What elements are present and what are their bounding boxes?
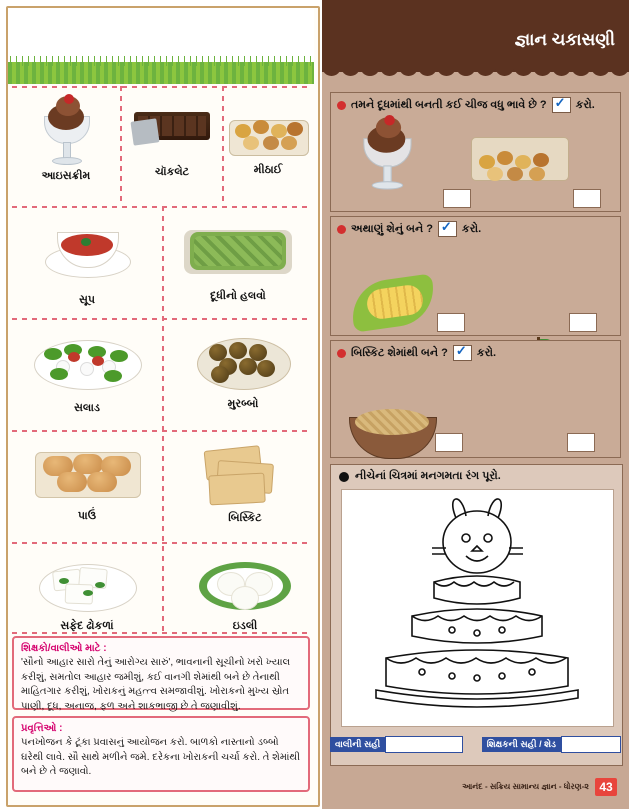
tick-mark-icon	[438, 221, 457, 237]
divider	[12, 542, 310, 544]
answer-box-2b[interactable]	[569, 313, 597, 332]
food-item	[14, 438, 160, 523]
torn-edge-icon	[322, 58, 629, 76]
wheat-bowl-image	[349, 395, 435, 459]
divider	[222, 86, 224, 206]
teacher-signature-field[interactable]	[561, 736, 621, 753]
divider	[120, 86, 122, 206]
tick-mark-icon	[552, 97, 571, 113]
page-number-badge: 43	[595, 778, 617, 796]
question-2-header	[331, 217, 620, 241]
cake-line-drawing-icon	[342, 490, 613, 726]
food-item	[226, 96, 310, 177]
signature-row	[330, 736, 621, 753]
colouring-canvas[interactable]	[341, 489, 614, 727]
parent-signature-label: વાલીની સહી	[330, 737, 385, 752]
answer-box-1a[interactable]	[443, 189, 471, 208]
food-caption: મીઠાઈ	[253, 164, 283, 176]
footer-text: આનંદ - સક્રિય સામાન્ય જ્ઞાન - ધોરણ-૨	[462, 782, 589, 791]
food-item	[180, 438, 310, 525]
soup-icon	[45, 220, 129, 282]
question-3-text: બિસ્કિટ શેમાંથી બને ?	[351, 346, 448, 359]
question-2-suffix: કરો.	[461, 222, 482, 235]
biscuit-icon	[201, 444, 289, 498]
question-4-header	[331, 465, 622, 488]
answer-box-3b[interactable]	[567, 433, 595, 452]
food-item	[176, 326, 310, 411]
teacher-note-body: 'સૌનો આહાર સારો તેનું આરોગ્ય સારું', ભાવનાની સૂચીનો ખરો ખ્યાલ કરીશું, સમતોલ આહાર જમીશું, કઈ વાનગી શેમાંથી બને છે તેનાથી માહિતગાર કરીશું, ખોરાકનું મહત્ત્વ સમજાવીશું. ખોરાકનો મુખ્ય સ્રોત પાણી, દૂધ, અનાજ, ફળ અને શાકભાજી છે તે જણાવીશું.	[21, 657, 291, 712]
divider	[162, 206, 164, 632]
food-caption: દૂધીનો હલવો	[210, 290, 266, 302]
teacher-note-title: શિક્ષકો/વાલીઓ માટે :	[21, 643, 107, 654]
answer-box-3a[interactable]	[435, 433, 463, 452]
teacher-signature-label: શિક્ષકની સહી / શેડ	[482, 737, 561, 752]
food-caption: બિસ્કિટ	[228, 512, 262, 524]
question-3-suffix: કરો.	[476, 346, 497, 359]
salad-icon	[34, 332, 140, 392]
answer-box-1b[interactable]	[573, 189, 601, 208]
bullet-icon	[337, 101, 346, 110]
food-caption: ઇડલી	[232, 620, 258, 632]
answer-box-2a[interactable]	[437, 313, 465, 332]
activity-note-body: પનખોજન કે ટૂંકા પ્રવાસનું આયોજન કરો. બાળકો નાસ્તાનો ડબ્બો ઘરેથી લાવે. સૌ સાથે મળીને જમે. દરેકના ખોરાકની ચર્ચા કરો. તે શેમાંથી બને છે તે જણાવો.	[21, 737, 300, 777]
question-3-header	[331, 341, 620, 365]
section-title: જ્ઞાન ચકાસણી	[514, 30, 615, 49]
food-item	[180, 550, 310, 633]
question-1-suffix: કરો.	[575, 98, 595, 111]
bullet-icon	[339, 472, 349, 482]
food-caption: ચૉકલેટ	[154, 166, 190, 178]
activity-note-title: પ્રવૃત્તિઓ :	[21, 723, 63, 734]
question-4	[330, 464, 623, 766]
halva-icon	[184, 220, 292, 276]
food-item	[14, 326, 160, 415]
food-item	[14, 214, 160, 307]
food-item	[124, 96, 220, 179]
food-caption: આઇસક્રીમ	[41, 170, 91, 182]
corn-option-image	[351, 273, 435, 335]
food-caption: પાઉં	[77, 510, 97, 522]
divider	[12, 430, 310, 432]
chocolate-icon	[134, 104, 210, 150]
activity-note	[12, 716, 310, 792]
question-1-text: તમને દૂધમાંથી બનતી કઈ ચીજ વધુ ભાવે છે ?	[351, 98, 547, 111]
sweets-icon	[229, 106, 307, 156]
murabba-icon	[197, 332, 289, 390]
ice-cream-icon	[38, 94, 94, 168]
question-2-text: અથાણું શેનું બને ?	[351, 222, 433, 235]
tick-mark-icon	[453, 345, 472, 361]
question-1	[330, 92, 621, 212]
question-1-header	[331, 93, 620, 117]
ice-cream-option-image	[357, 115, 413, 189]
food-caption: સફેદ ઢોકળાં	[60, 620, 114, 632]
parent-signature	[330, 736, 463, 753]
divider	[12, 318, 310, 320]
food-item	[12, 90, 120, 183]
question-2	[330, 216, 621, 336]
footer-line	[462, 778, 617, 796]
bullet-icon	[337, 349, 346, 358]
divider	[12, 206, 310, 208]
parent-signature-field[interactable]	[385, 736, 463, 753]
teacher-signature	[482, 736, 621, 753]
food-caption: સલાડ	[74, 402, 100, 414]
idli-icon	[199, 556, 291, 612]
question-3	[330, 340, 621, 458]
sweets-option-image	[471, 129, 567, 181]
food-caption: મુરબ્બો	[227, 398, 259, 410]
teacher-note	[12, 636, 310, 710]
food-caption: સૂપ	[78, 294, 96, 306]
bread-bun-icon	[35, 444, 139, 498]
divider	[12, 86, 310, 88]
food-item	[14, 550, 160, 633]
bullet-icon	[337, 225, 346, 234]
dhokla-icon	[39, 556, 135, 612]
grass-strip-icon	[8, 62, 314, 84]
food-item	[166, 214, 310, 303]
question-4-text: નીચેનાં ચિત્રમાં મનગમતા રંગ પૂરો.	[355, 470, 501, 482]
